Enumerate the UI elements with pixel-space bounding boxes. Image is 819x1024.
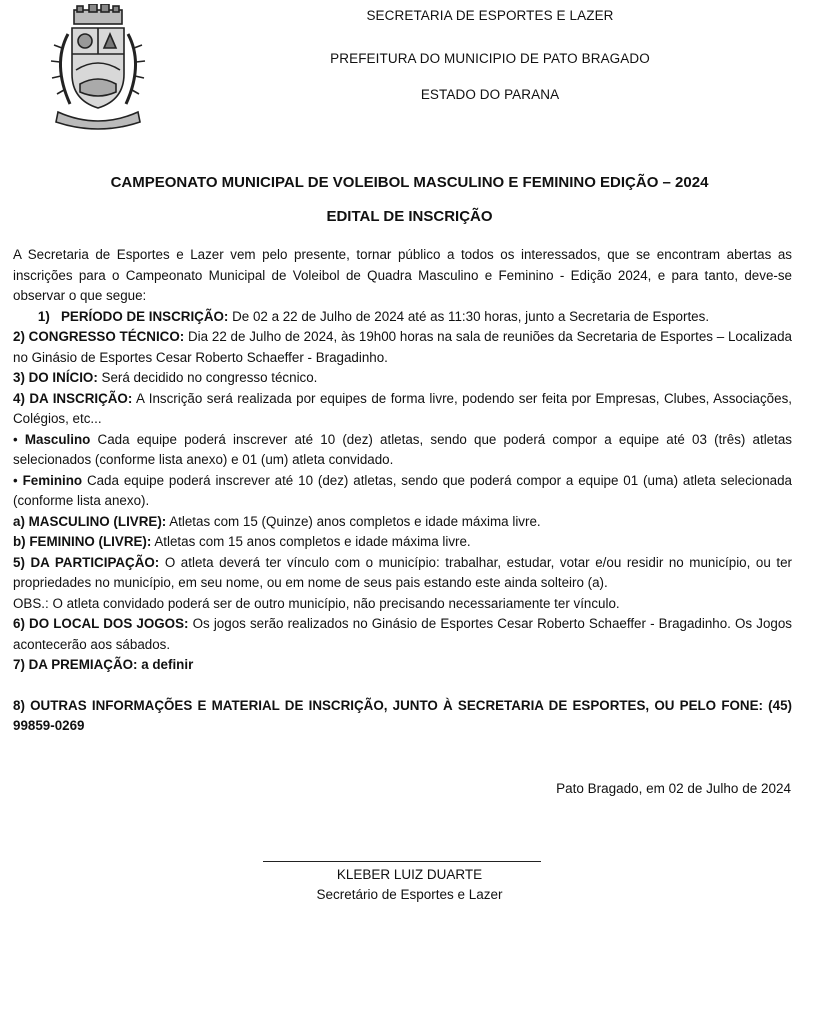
item-inscricao-text: A Inscrição será realizada por equipes de forma livre, podendo ser feita por Empresas, Clubes, Associações, Colégios, etc...: [13, 390, 792, 426]
header-prefeitura: PREFEITURA DO MUNICIPIO DE PATO BRAGADO: [330, 51, 650, 66]
item-local-label: 6) DO LOCAL DOS JOGOS:: [13, 616, 189, 631]
header-estado: ESTADO DO PARANA: [420, 87, 560, 102]
item-inicio-text: Será decidido no congresso técnico.: [97, 370, 318, 385]
document-body: [13, 245, 792, 737]
item-inicio: [13, 368, 792, 389]
signature-line: [263, 861, 541, 862]
signature-role: Secretário de Esportes e Lazer: [316, 887, 503, 902]
item-masculino-text: Cada equipe poderá inscrever até 10 (dez) atletas, sendo que poderá compor a equipe até 03 (três) atletas selecionados (conforme lista anexo) e 01 (um) atleta convidado.: [13, 431, 792, 467]
item-feminino-label: Feminino: [22, 472, 83, 488]
header-secretaria: SECRETARIA DE ESPORTES E LAZER: [366, 8, 614, 23]
item-participacao: [13, 553, 792, 594]
item-congresso-label: 2) CONGRESSO TÉCNICO:: [13, 329, 185, 344]
item-masculino-label: Masculino: [24, 431, 91, 447]
item-premiacao-label: 7) DA PREMIAÇÃO: a definir: [13, 657, 194, 672]
item-a-masculino-livre: [13, 512, 792, 533]
document-subtitle: EDITAL DE INSCRIÇÃO: [326, 208, 493, 225]
document-title: CAMPEONATO MUNICIPAL DE VOLEIBOL MASCULINO E FEMININO EDIÇÃO – 2024: [110, 174, 709, 191]
item-periodo: [13, 307, 792, 328]
signature-name: KLEBER LUIZ DUARTE: [336, 867, 483, 882]
item-local-text: Os jogos serão realizados no Ginásio de Esportes Cesar Roberto Schaeffer - Bragadinho. Os Jogos acontecerão aos sábados.: [13, 616, 792, 652]
bullet: •: [13, 431, 25, 447]
item-b-feminino-livre: [13, 532, 792, 553]
item-inscricao: [13, 389, 792, 430]
item-b-text: Atletas com 15 anos completos e idade máxima livre.: [151, 534, 471, 549]
item-masculino: [13, 430, 792, 471]
bullet: •: [13, 472, 23, 488]
item-participacao-label: 5) DA PARTICIPAÇÃO:: [13, 554, 160, 570]
intro-paragraph: A Secretaria de Esportes e Lazer vem pelo presente, tornar público a todos os interessados, que se encontram abertas as inscrições para o Campeonato Municipal de Voleibol de Quadra Masculino e Feminino - Edição 2024, e para tanto, deve-se observar o que segue:: [13, 247, 792, 303]
document-date: Pato Bragado, em 02 de Julho de 2024: [556, 781, 791, 796]
item-feminino-text: Cada equipe poderá inscrever até 10 (dez) atletas, sendo que poderá compor a equipe 01 (uma) atleta selecionada (conforme lista anexo).: [13, 472, 792, 508]
item-a-text: Atletas com 15 (Quinze) anos completos e idade máxima livre.: [166, 513, 541, 529]
item-a-label: a) MASCULINO (LIVRE):: [13, 513, 167, 529]
item-feminino: [13, 471, 792, 512]
item-premiacao: [13, 655, 792, 676]
item-outras-text: 8) OUTRAS INFORMAÇÕES E MATERIAL DE INSCRIÇÃO, JUNTO À SECRETARIA DE ESPORTES, OU PELO FONE: (45) 99859-0269: [13, 697, 792, 733]
item-congresso-text: Dia 22 de Julho de 2024, às 19h00 horas na sala de reuniões da Secretaria de Esportes – Localizada no Ginásio de Esportes Cesar Roberto Schaeffer - Bragadinho.: [13, 329, 792, 365]
item-periodo-number: 1): [37, 308, 50, 324]
item-congresso: [13, 327, 792, 368]
item-inscricao-label: 4) DA INSCRIÇÃO:: [13, 390, 133, 406]
item-periodo-text: De 02 a 22 de Julho de 2024 até as 11:30 horas, junto a Secretaria de Esportes.: [228, 308, 710, 324]
municipal-crest-icon: [44, 4, 152, 132]
item-inicio-label: 3) DO INÍCIO:: [13, 370, 98, 385]
item-outras-informacoes: [13, 696, 792, 737]
item-local: [13, 614, 792, 655]
item-participacao-text: O atleta deverá ter vínculo com o município: trabalhar, estudar, votar e/ou residir no município, ou ter propriedades no município, em seu nome, ou em nome de seus pais estando este ainda solteiro (a).: [13, 554, 792, 590]
item-b-label: b) FEMININO (LIVRE):: [13, 534, 152, 549]
item-obs: OBS.: O atleta convidado poderá ser de outro município, não precisando necessariamente ter vínculo.: [13, 595, 620, 611]
item-periodo-label: PERÍODO DE INSCRIÇÃO:: [60, 308, 229, 324]
